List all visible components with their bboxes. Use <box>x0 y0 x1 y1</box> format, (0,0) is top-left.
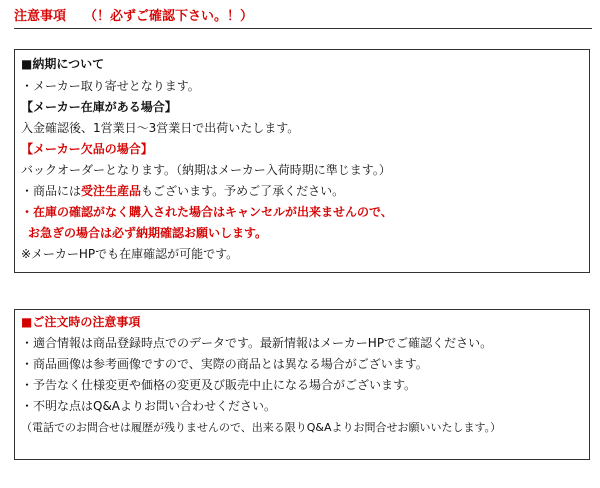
delivery-heading: ■納期について <box>21 57 105 71</box>
notice-note: （！必ずご確認下さい。！） <box>84 9 254 24</box>
maker-hp-note: ※メーカーHPでも在庫確認が可能です。 <box>21 247 239 261</box>
cancel-warning-line1: ・在庫の確認がなく購入された場合はキャンセルが出来ませんので、 <box>21 205 393 219</box>
in-stock-text: 入金確認後、1営業日〜3営業日で出荷いたします。 <box>21 121 300 135</box>
notice-title: 注意事項 <box>14 9 67 24</box>
order-notes-footnote: （電話でのお問合せは履歴が残りませんので、出来る限りQ&Aよりお問合せお願いいたします。） <box>21 421 502 434</box>
made-to-order-suffix: もございます。予めご了承ください。 <box>141 184 345 198</box>
order-note-item: ・適合情報は商品登録時点でのデータです。最新情報はメーカーHPでご確認ください。 <box>21 336 493 350</box>
order-note-item: ・不明な点はQ&Aよりお問い合わせください。 <box>21 399 277 413</box>
order-note-item: ・商品画像は参考画像ですので、実際の商品とは異なる場合がございます。 <box>21 357 428 371</box>
notice-header <box>14 8 253 26</box>
order-note-item: ・予告なく仕様変更や価格の変更及び販売中止になる場合がございます。 <box>21 378 417 392</box>
out-of-stock-text: バックオーダーとなります。（納期はメーカー入荷時期に準じます。） <box>21 163 391 177</box>
out-of-stock-heading: 【メーカー欠品の場合】 <box>21 142 153 156</box>
made-to-order-highlight: 受注生産品 <box>81 184 142 198</box>
header-divider <box>14 28 592 29</box>
delivery-line-order: ・メーカー取り寄せとなります。 <box>21 79 200 93</box>
delivery-info-box <box>14 49 590 273</box>
order-notes-box <box>14 309 590 460</box>
made-to-order-line <box>21 183 344 199</box>
cancel-warning-line2: お急ぎの場合は必ず納期確認お願いします。 <box>28 226 268 240</box>
in-stock-heading: 【メーカー在庫がある場合】 <box>21 100 177 114</box>
made-to-order-prefix: ・商品には <box>21 184 82 198</box>
order-notes-heading: ■ご注文時の注意事項 <box>21 315 141 329</box>
